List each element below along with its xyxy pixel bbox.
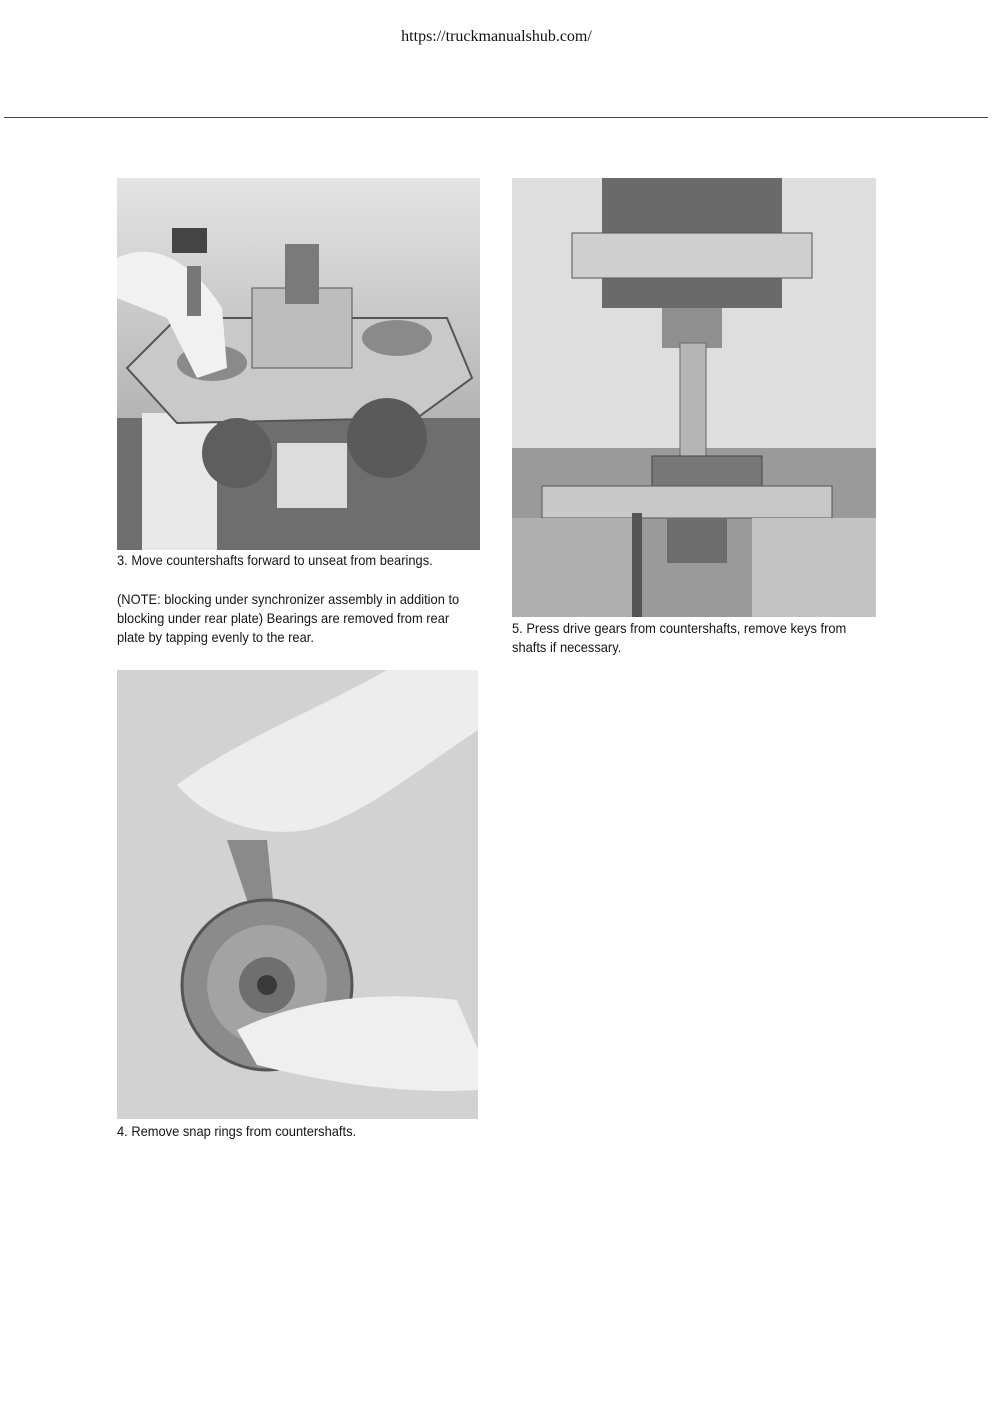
photo-step5 <box>512 178 876 617</box>
header-divider <box>4 117 988 118</box>
header-url: https://truckmanualshub.com/ <box>401 28 592 45</box>
step4-caption: 4. Remove snap rings from countershafts. <box>117 1123 357 1139</box>
step5-caption: 5. Press drive gears from countershafts, remove keys from shafts if necessary. <box>512 620 847 655</box>
step3-note: (NOTE: blocking under synchronizer assembly in addition to blocking under rear plate) Bearings are removed from rear plate by tapping evenly to the rear. <box>117 591 460 645</box>
photo-step3 <box>117 178 480 550</box>
photo-step4 <box>117 670 478 1119</box>
step3-caption: 3. Move countershafts forward to unseat from bearings. <box>117 552 433 568</box>
